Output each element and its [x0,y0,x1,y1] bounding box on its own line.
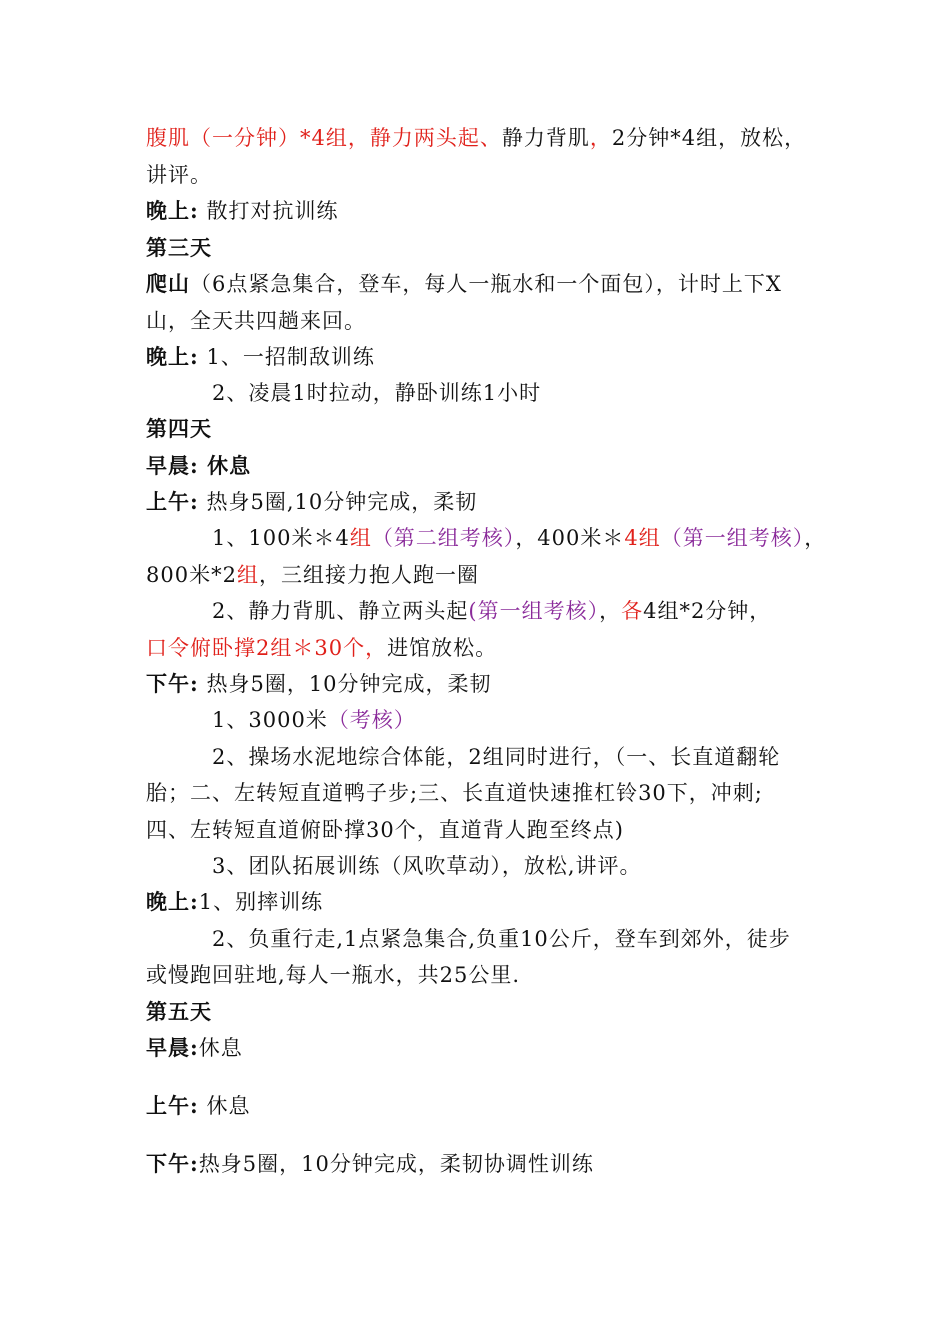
heading-day-three: 第三天 [146,235,212,260]
heading-day-five: 第五天 [146,999,212,1024]
line-circuit-2: 胎；二、左转短直道鸭子步;三、长直道快速推杠铃30下，冲刺; [146,781,763,805]
line-forenoon-warmup: 上午: 热身5圈,10分钟完成，柔韧 [146,489,478,514]
line-mountain-climb: 爬山（6点紧急集合，登车，每人一瓶水和一个面包），计时上下X [146,271,782,296]
line-day5-forenoon: 上午: 休息 [146,1093,251,1118]
line-evening-one-move: 晚上: 1、一招制敌训练 [146,344,375,369]
line-evening-sanda: 晚上: 散打对抗训练 [146,198,339,223]
line-day5-afternoon: 下午:热身5圈，10分钟完成，柔韧协调性训练 [146,1151,594,1176]
line-circuit-1: 2、操场水泥地综合体能，2组同时进行，（一、长直道翻轮 [212,745,781,769]
line-pushups: 口令俯卧撑2组＊30个，进馆放松。 [146,636,498,660]
line-sprint-sets: 1、100米＊4组（第二组考核），400米＊4组（第一组考核）， [212,526,827,550]
line-afternoon-warmup: 下午: 热身5圈，10分钟完成，柔韧 [146,671,492,696]
line-night-drill: 2、凌晨1时拉动，静卧训练1小时 [212,381,542,405]
line-3000m: 1、3000米（考核） [212,708,416,732]
line-mountain-continue: 山，全天共四趟来回。 [146,309,366,333]
line-abs-training: 腹肌（一分钟）*4组，静力两头起、静力背肌，2分钟*4组，放松， [146,126,807,150]
line-evening-wrestling: 晚上:1、别摔训练 [146,889,324,914]
line-morning-rest: 早晨: 休息 [146,453,252,478]
line-loaded-march-2: 或慢跑回驻地,每人一瓶水，共25公里. [146,963,521,987]
line-day5-morning: 早晨:休息 [146,1035,243,1060]
line-loaded-march-1: 2、负重行走,1点紧急集合,负重10公斤，登车到郊外，徒步 [212,927,791,951]
line-circuit-3: 四、左转短直道俯卧撑30个，直道背人跑至终点) [146,818,624,842]
line-static-core: 2、静力背肌、静立两头起(第一组考核），各4组*2分钟， [212,599,772,623]
heading-day-four: 第四天 [146,416,212,441]
line-team-training: 3、团队拓展训练（风吹草动），放松,讲评。 [212,854,642,878]
line-relay: 800米*2组，三组接力抱人跑一圈 [146,563,479,587]
line-review: 讲评。 [146,163,212,187]
